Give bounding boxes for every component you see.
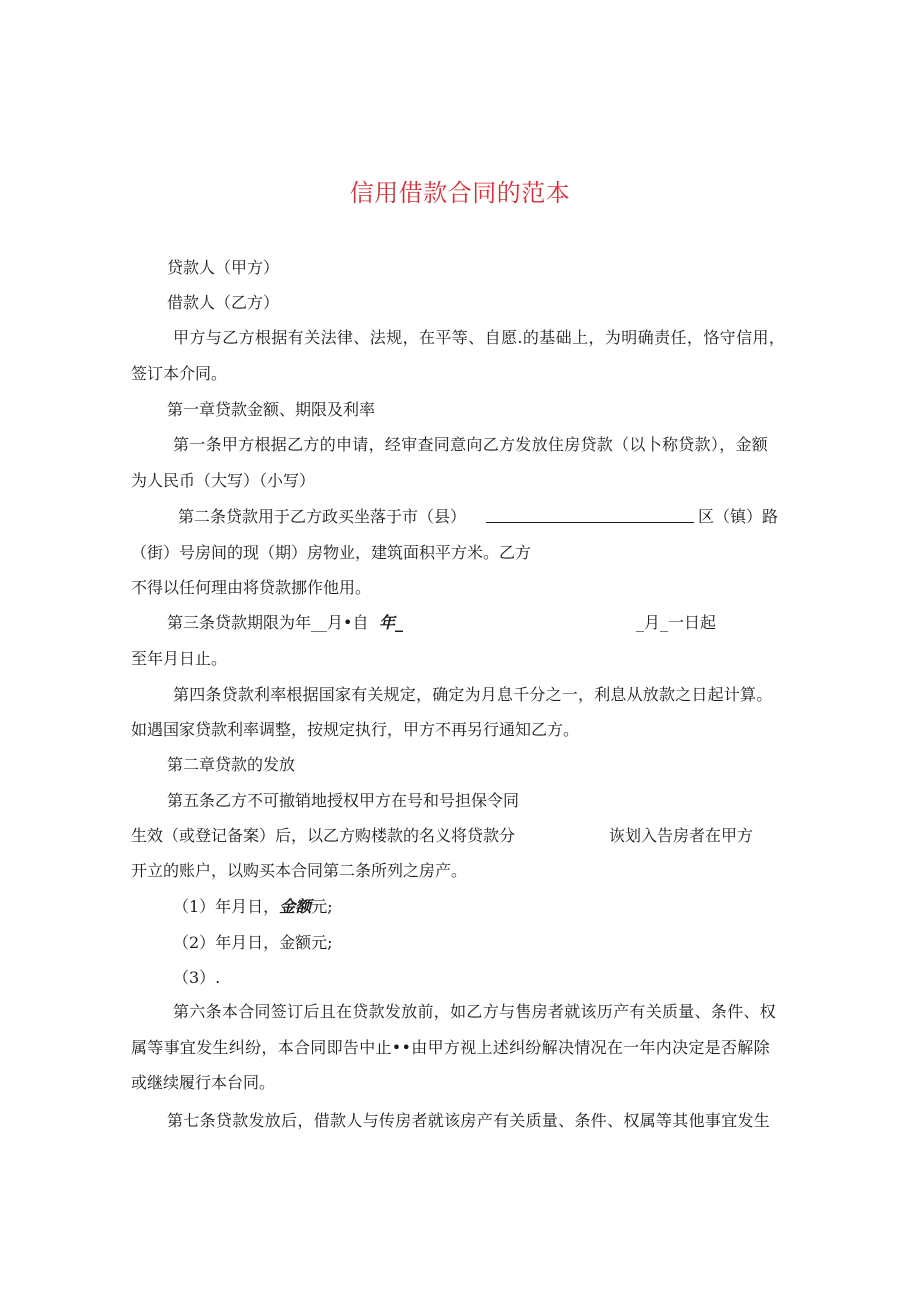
article-2-line-2: （街）号房间的现（期）房物业，建筑面积平方米。乙方 bbox=[131, 543, 532, 562]
article-1-line-1: 第一条甲方根据乙方的申请，经审查同意向乙方发放住房贷款（以卜称贷款），金额 bbox=[173, 435, 769, 454]
article-3-year: 年_ bbox=[379, 613, 404, 632]
installment-2: （2）年月日，金额元; bbox=[173, 933, 333, 952]
article-2-line-3: 不得以任何理由将贷款挪作他用。 bbox=[131, 578, 372, 597]
preamble-line-1: 甲方与乙方根据有关法律、法规，在平等、自愿.的基础上，为明确责任，恪守信用， bbox=[173, 328, 786, 347]
article-2-line-1: 第二条贷款用于乙方政买坐落于市（县） bbox=[178, 507, 467, 526]
article-7-line-1: 第七条贷款发放后，借款人与传房者就该房产有关质量、条件、权属等其他事宜发生 bbox=[167, 1111, 771, 1130]
article-5-line-2-tail: 诙划入告房者在甲方 bbox=[609, 826, 754, 845]
installment-1: （1）年月日，金额元; bbox=[173, 897, 333, 916]
chapter-2-heading: 第二章贷款的发放 bbox=[167, 755, 296, 774]
article-2-line-1-tail: 区（镇）路 bbox=[698, 507, 779, 526]
installment-3: （3）. bbox=[173, 968, 221, 987]
article-5-line-2: 生效（或登记备案）后，以乙方购楼款的名义将贷款分 bbox=[131, 826, 516, 845]
installment-1-amount-label: 金额 bbox=[279, 897, 312, 916]
article-3-line-2: 至年月日止。 bbox=[131, 649, 228, 668]
article-5-line-1: 第五条乙方不可撤销地授权甲方在号和号担保令同 bbox=[167, 791, 520, 810]
article-6-line-1: 第六条本合同签订后且在贷款发放前，如乙方与售房者就该历产有关质量、条件、权 bbox=[173, 1002, 777, 1021]
article-3-line-1-tail: _月_一日起 bbox=[636, 613, 717, 632]
article-4-line-1: 第四条贷款利率根据国家有关规定，确定为月息千分之一，利息从放款之日起计算。 bbox=[173, 685, 773, 704]
chapter-1-heading: 第一章贷款金额、期限及利率 bbox=[167, 400, 376, 419]
article-3-line-1: 第三条贷款期限为年__月•自 bbox=[167, 613, 369, 632]
article-5-line-3: 开立的账户，以购买本合同第二条所列之房产。 bbox=[131, 861, 468, 880]
borrower-line: 借款人（乙方） bbox=[167, 293, 280, 312]
article-6-line-2: 属等事宜发生纠纷，本合同即告中止••由甲方视上述纠纷解决情况在一年内决定是否解除 bbox=[131, 1038, 770, 1057]
article-4-line-2: 如遇国家贷款利率调整，按规定执行，甲方不再另行通知乙方。 bbox=[131, 720, 580, 739]
lender-line: 贷款人（甲方） bbox=[167, 258, 280, 277]
article-1-line-2: 为人民币（大写）（小写） bbox=[131, 471, 316, 490]
preamble-line-2: 签订本介同。 bbox=[131, 364, 228, 383]
blank-underline bbox=[486, 522, 694, 523]
article-6-line-3: 或继续履行本台同。 bbox=[131, 1073, 276, 1092]
document-title: 信用借款合同的范本 bbox=[349, 179, 571, 207]
